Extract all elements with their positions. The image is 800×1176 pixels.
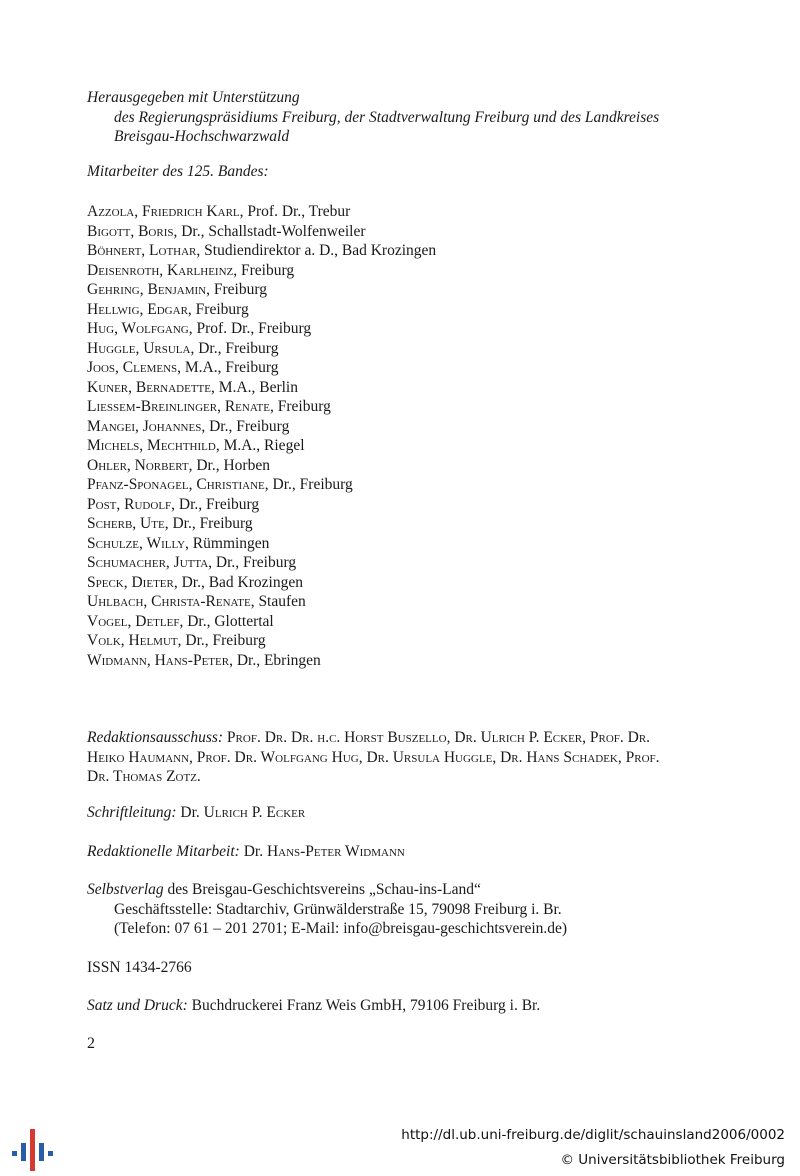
redaktionelle-mitarbeit	[87, 842, 717, 862]
contributor-name: Hug, Wolfgang	[87, 320, 189, 337]
contributor-name: Scherb, Ute	[87, 515, 165, 532]
editorial-committee-line-3: Dr. Thomas Zotz.	[87, 768, 201, 785]
contributor-name: Speck, Dieter	[87, 573, 174, 591]
contributor-entry	[87, 553, 436, 573]
verlag-line-3: (Telefon: 07 61 – 201 2701; E-Mail: info@breisgau-geschichtsverein.de)	[114, 920, 568, 937]
contributor-name: Hellwig, Edgar	[87, 300, 188, 318]
contributor-details: , Dr., Freiburg	[208, 554, 297, 571]
contributor-entry	[87, 592, 436, 612]
contributor-details: , Dr., Freiburg	[190, 339, 279, 357]
contributor-entry	[87, 358, 436, 378]
contributor-name: Gehring, Benjamin	[87, 281, 207, 298]
contributor-name: Pfanz-Sponagel, Christiane	[87, 476, 265, 493]
verlag-line-1: des Breisgau-Geschichtsvereins „Schau-ins-Land“	[163, 881, 481, 898]
contributor-entry	[87, 475, 436, 495]
contributor-details: , Dr., Horben	[188, 456, 270, 474]
contributor-details: , Prof. Dr., Freiburg	[188, 320, 312, 337]
contributor-details: , M.A., Freiburg	[177, 359, 279, 376]
contributor-name: Böhnert, Lothar	[87, 242, 197, 259]
contributor-name: Ohler, Norbert	[87, 456, 189, 474]
contributor-name: Deisenroth, Karlheinz	[87, 261, 234, 279]
page-number: 2	[87, 1035, 95, 1052]
contributor-entry	[87, 202, 436, 222]
contributor-name: Post, Rudolf	[87, 495, 172, 513]
issn: ISSN 1434-2766	[87, 959, 192, 976]
contributor-details: , Dr., Freiburg	[171, 495, 260, 513]
verlag-label: Selbstverlag	[87, 881, 164, 898]
contributor-entry	[87, 222, 436, 242]
contributor-entry	[87, 495, 436, 515]
contributor-name: Schulze, Willy	[87, 534, 186, 552]
contributor-details: , Dr., Freiburg	[177, 632, 266, 649]
editorial-committee	[87, 728, 717, 787]
editorial-committee-label: Redaktionsausschuss:	[87, 729, 224, 746]
contributor-details: , Dr., Ebringen	[229, 651, 321, 669]
contributor-entry	[87, 339, 436, 359]
source-url-link[interactable]: http://dl.ub.uni-freiburg.de/diglit/schauinsland2006/0002	[401, 1127, 785, 1143]
contributor-details: , Freiburg	[270, 398, 331, 415]
schriftleitung	[87, 803, 717, 823]
contributor-details: , Prof. Dr., Trebur	[239, 203, 351, 220]
publisher-line-3: Breisgau-Hochschwarzwald	[114, 128, 290, 145]
contributors-heading: Mitarbeiter des 125. Bandes:	[87, 163, 269, 180]
contributor-name: Mangei, Johannes	[87, 417, 202, 435]
contributor-name: Bigott, Boris	[87, 222, 174, 240]
contributor-name: Azzola, Friedrich Karl	[87, 203, 240, 220]
contributor-entry	[87, 573, 436, 593]
contributor-entry	[87, 436, 436, 456]
schriftleitung-name: Ulrich P. Ecker	[203, 804, 306, 821]
contributor-entry	[87, 534, 436, 554]
editorial-committee-line-2: Heiko Haumann, Prof. Dr. Wolfgang Hug, Dr. Ursula Huggle, Dr. Hans Schadek, Prof.	[87, 748, 660, 766]
contributor-name: Schumacher, Jutta	[87, 554, 209, 571]
contributor-entry	[87, 261, 436, 281]
contributor-entry	[87, 397, 436, 417]
contributor-details: , Dr., Freiburg	[264, 476, 353, 493]
contributor-name: Joos, Clemens	[87, 359, 178, 376]
printing-label: Satz und Druck:	[87, 997, 188, 1014]
contributor-details: , Freiburg	[187, 300, 249, 318]
contributor-entry	[87, 651, 436, 671]
copyright-notice: © Universitätsbibliothek Freiburg	[560, 1152, 785, 1168]
schriftleitung-label: Schriftleitung:	[87, 804, 177, 821]
contributor-name: Widmann, Hans-Peter	[87, 651, 230, 669]
contributor-entry	[87, 514, 436, 534]
contributor-details: , Dr., Bad Krozingen	[173, 573, 303, 591]
printing-text: Buchdruckerei Franz Weis GmbH, 79106 Freiburg i. Br.	[187, 997, 541, 1014]
contributor-name: Huggle, Ursula	[87, 339, 191, 357]
contributor-details: , Dr., Glottertal	[179, 612, 274, 630]
contributor-details: , Dr., Schallstadt-Wolfenweiler	[173, 222, 366, 240]
contributor-details: , Dr., Freiburg	[164, 515, 253, 532]
mitarbeit-label: Redaktionelle Mitarbeit:	[87, 843, 240, 860]
contributor-entry	[87, 456, 436, 476]
contributor-name: Volk, Helmut	[87, 632, 178, 649]
contributor-details: , Freiburg	[206, 281, 267, 298]
contributor-name: Kuner, Bernadette	[87, 378, 211, 396]
editorial-committee-line-1: Prof. Dr. Dr. h.c. Horst Buszello, Dr. Ulrich P. Ecker, Prof. Dr.	[226, 729, 651, 746]
contributor-details: , Studiendirektor a. D., Bad Krozingen	[196, 242, 437, 259]
contributor-name: Vogel, Detlef	[87, 612, 180, 630]
contributor-entry	[87, 280, 436, 300]
publisher-info	[87, 880, 717, 939]
contributor-entry	[87, 241, 436, 261]
mitarbeit-name: Hans-Peter Widmann	[266, 843, 405, 860]
contributor-details: , Dr., Freiburg	[201, 417, 290, 435]
contributor-name: Michels, Mechthild	[87, 437, 216, 454]
verlag-line-2: Geschäftsstelle: Stadtarchiv, Grünwälderstraße 15, 79098 Freiburg i. Br.	[114, 900, 562, 918]
publisher-line-2: des Regierungspräsidiums Freiburg, der Stadtverwaltung Freiburg und des Landkreises	[114, 108, 660, 126]
contributor-details: , Freiburg	[233, 261, 295, 279]
publisher-note	[87, 88, 717, 147]
contributor-entry	[87, 319, 436, 339]
mitarbeit-prefix: Dr.	[243, 843, 264, 860]
contributor-details: , M.A., Berlin	[211, 378, 298, 396]
contributor-name: Uhlbach, Christa-Renate	[87, 593, 251, 610]
contributor-entry	[87, 612, 436, 632]
schriftleitung-prefix: Dr.	[180, 804, 200, 821]
contributor-details: , Staufen	[250, 593, 306, 610]
contributor-details: , Rümmingen	[185, 534, 270, 552]
publisher-line-1: Herausgegeben mit Unterstützung	[87, 89, 300, 106]
contributor-details: , M.A., Riegel	[215, 437, 305, 454]
contributor-entry	[87, 417, 436, 437]
contributor-entry	[87, 300, 436, 320]
contributor-entry	[87, 631, 436, 651]
contributors-list	[87, 202, 436, 670]
contributor-name: Liessem-Breinlinger, Renate	[87, 398, 270, 415]
contributor-entry	[87, 378, 436, 398]
printing-info	[87, 996, 717, 1016]
university-library-logo-icon	[10, 1127, 56, 1173]
